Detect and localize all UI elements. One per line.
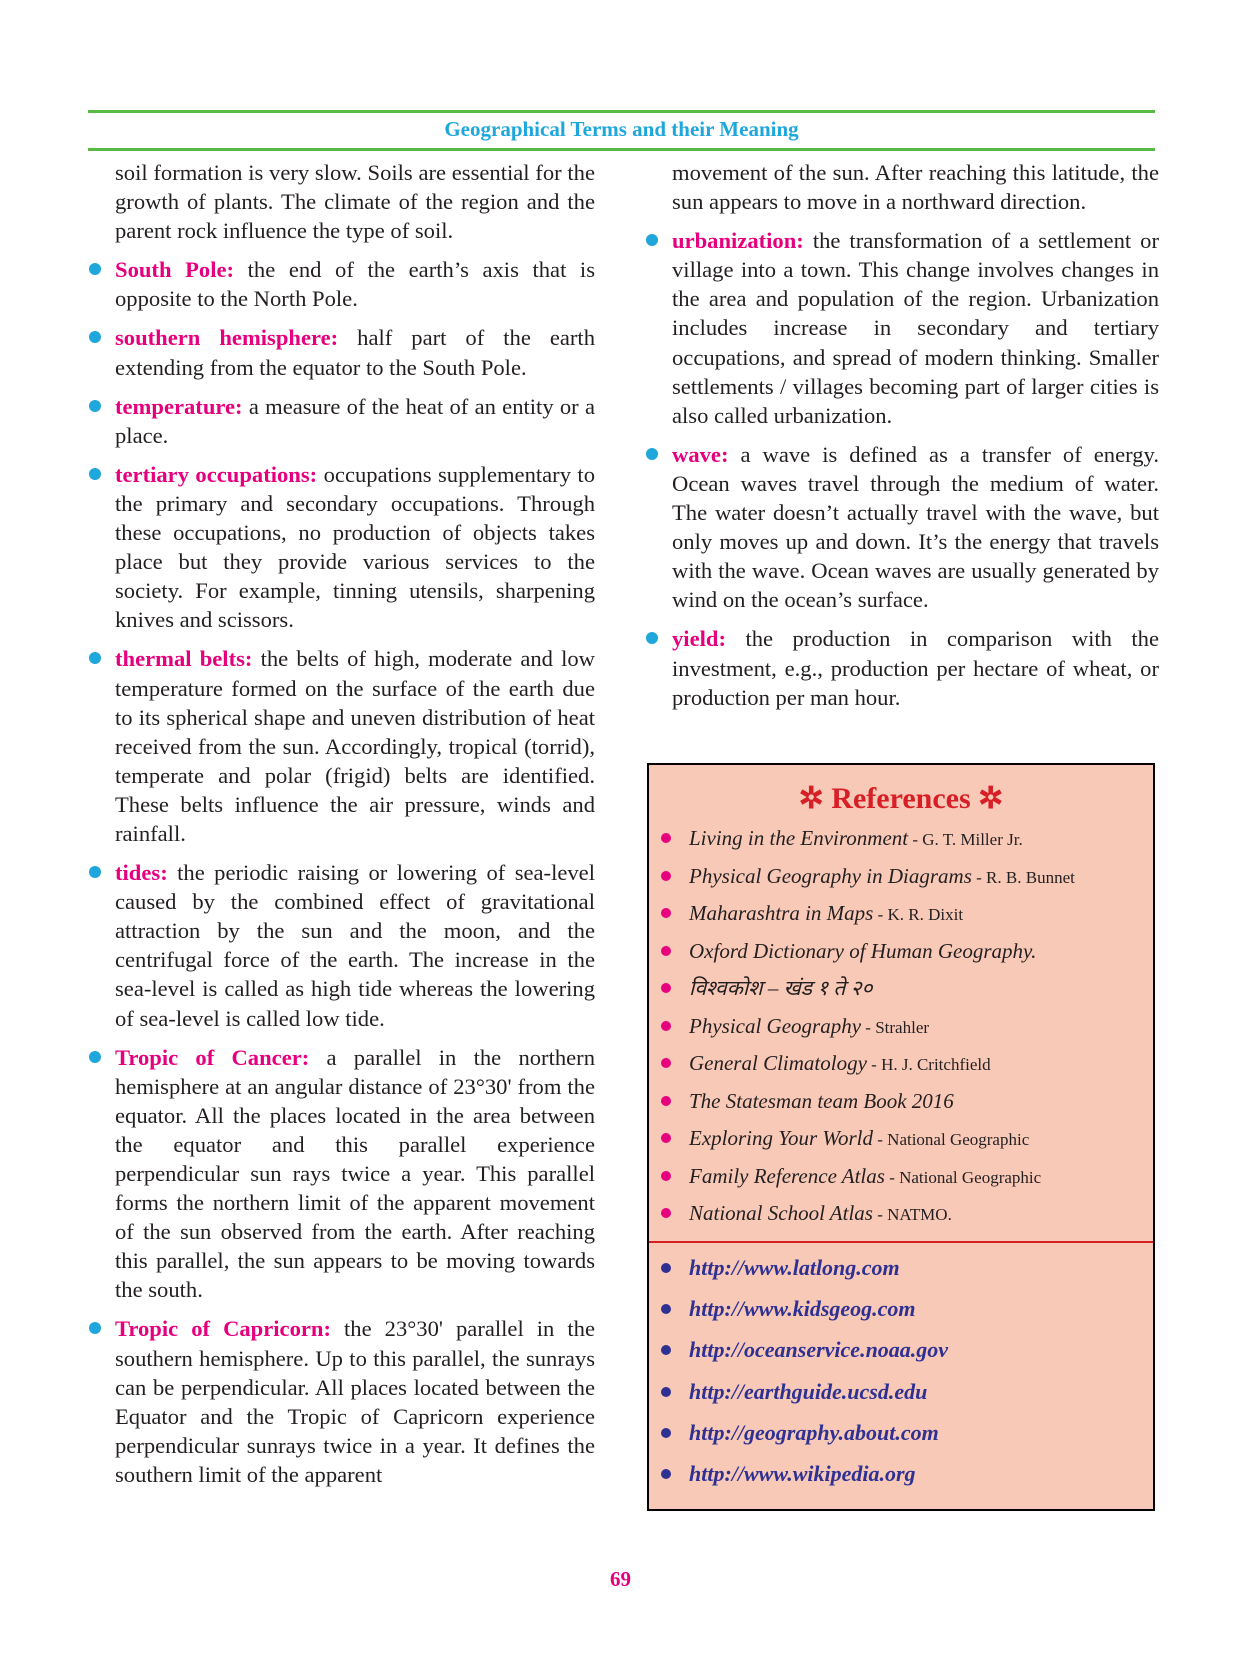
page-number: 69 <box>610 1567 631 1591</box>
references-divider <box>649 1241 1153 1243</box>
reference-book-item <box>649 1088 1153 1126</box>
reference-book-title: Oxford Dictionary of Human Geography. <box>689 938 1037 963</box>
header-rule-bottom <box>88 148 1155 151</box>
reference-book-title: National School Atlas <box>689 1201 873 1225</box>
bullet-icon <box>89 1322 101 1334</box>
continued-paragraph: soil formation is very slow. Soils are essential for the growth of plants. The climate of the region and the parent rock influence the type of soil. <box>115 160 595 244</box>
glossary-entry <box>89 1043 595 1305</box>
reference-book-item <box>649 900 1153 938</box>
reference-link-item <box>649 1379 1153 1420</box>
reference-book-item <box>649 825 1153 863</box>
glossary-definition: a measure of the heat of an entity or a place. <box>115 393 595 448</box>
reference-book-title: Living in the Environment <box>689 826 909 850</box>
reference-link-item <box>649 1461 1153 1502</box>
left-column <box>89 158 595 1499</box>
glossary-definition: half part of the earth extending from the equator to the South Pole. <box>115 325 595 380</box>
glossary-term: tertiary occupations: <box>115 461 318 487</box>
bullet-icon <box>661 1387 671 1397</box>
reference-book-author: - H. J. Critchfield <box>866 1055 991 1074</box>
bullet-icon <box>646 448 658 460</box>
reference-book-author: - R. B. Bunnet <box>971 867 1075 887</box>
bullet-icon <box>89 652 101 664</box>
bullet-icon <box>89 263 101 275</box>
glossary-entry <box>646 226 1159 430</box>
reference-link[interactable]: http://earthguide.ucsd.edu <box>689 1378 928 1404</box>
bullet-icon <box>89 866 101 878</box>
bullet-icon <box>646 234 658 246</box>
glossary-entry <box>646 440 1159 615</box>
references-box <box>647 763 1155 1511</box>
glossary-entry <box>646 624 1159 711</box>
reference-book-item <box>649 975 1153 1013</box>
bullet-icon <box>661 1428 671 1438</box>
reference-book-item <box>649 1200 1153 1238</box>
reference-book-item <box>649 1013 1153 1051</box>
reference-book-title: Maharashtra in Maps <box>689 901 874 925</box>
bullet-icon <box>661 1263 671 1273</box>
glossary-term: Tropic of Cancer: <box>115 1044 310 1070</box>
glossary-entry <box>89 858 595 1033</box>
glossary-term: Tropic of Capricorn: <box>115 1316 331 1342</box>
glossary-term: temperature: <box>115 393 243 419</box>
reference-link[interactable]: http://www.latlong.com <box>689 1255 900 1280</box>
glossary-definition: occupations supplementary to the primary and secondary occupations. Through these occupations, no production of objects takes place but they provide various services to the society. For example, tinning utensils, sharpening knives and scissors. <box>115 461 595 633</box>
bullet-icon <box>661 871 671 881</box>
references-title: ✲ References ✲ <box>798 782 1004 815</box>
bullet-icon <box>89 468 101 480</box>
glossary-entry <box>89 323 595 381</box>
reference-book-item <box>649 863 1153 901</box>
glossary-definition: a parallel in the northern hemisphere at an angular distance of 23°30' from the equator. All the places located in the area between the equator and this parallel experience perpendicular sun rays twice a year. This parallel forms the northern limit of the apparent movement of the sun observed from the earth. After reaching this parallel, the sun appears to be moving towards the south. <box>115 1044 595 1303</box>
reference-link-item <box>649 1296 1153 1337</box>
reference-book-item <box>649 938 1153 976</box>
reference-book-title: Family Reference Atlas <box>689 1163 885 1188</box>
bullet-icon <box>661 1304 671 1314</box>
bullet-icon <box>89 400 101 412</box>
glossary-entry <box>89 255 595 313</box>
reference-book-title: Physical Geography <box>689 1013 862 1038</box>
reference-book-author: - K. R. Dixit <box>873 905 964 924</box>
bullet-icon <box>661 1021 671 1031</box>
reference-book-title: General Climatology <box>689 1051 867 1075</box>
bullet-icon <box>661 1469 671 1479</box>
glossary-definition: the transformation of a settlement or village into a town. This change involves changes in the area and population of the region. Urbanization includes increase in secondary and tertiary occupations, and spread of modern thinking. Smaller settlements / villages becoming part of larger cities is also called urbanization. <box>672 228 1159 428</box>
reference-link[interactable]: http://geography.about.com <box>689 1419 939 1445</box>
reference-book-title: विश्वकोश – खंड १ ते २० <box>689 976 873 1000</box>
bullet-icon <box>661 908 671 918</box>
right-column <box>646 158 1159 722</box>
glossary-definition: the periodic raising or lowering of sea-level caused by the combined effect of gravitational attraction by the sun and the moon, and the centrifugal force of the earth. The increase in the sea-level is called as high tide whereas the lowering of sea-level is called low tide. <box>115 860 595 1031</box>
reference-book-list <box>649 825 1153 1238</box>
bullet-icon <box>661 946 671 956</box>
reference-book-author: - Strahler <box>861 1017 930 1037</box>
glossary-entry <box>89 392 595 450</box>
glossary-term: tides: <box>115 860 168 886</box>
glossary-term: yield: <box>672 626 726 652</box>
bullet-icon <box>661 833 671 843</box>
reference-link-item <box>649 1255 1153 1296</box>
glossary-entry <box>89 644 595 848</box>
reference-book-title: Exploring Your World <box>689 1126 873 1150</box>
glossary-entry <box>89 460 595 635</box>
reference-link[interactable]: http://www.wikipedia.org <box>689 1460 916 1486</box>
glossary-definition: the production in comparison with the investment, e.g., production per hectare of wheat, or production per man hour. <box>672 626 1159 710</box>
bullet-icon <box>89 331 101 343</box>
bullet-icon <box>661 1096 671 1106</box>
glossary-definition: the 23°30' parallel in the southern hemisphere. Up to this parallel, the sunrays can be perpendicular. All places located between the Equator and the Tropic of Capricorn experience perpendicular sunrays twice in a year. It defines the southern limit of the apparent <box>115 1316 595 1487</box>
bullet-icon <box>646 632 658 644</box>
reference-book-item <box>649 1125 1153 1163</box>
glossary-term: wave: <box>672 441 729 467</box>
glossary-term: thermal belts: <box>115 646 253 672</box>
bullet-icon <box>89 1051 101 1063</box>
bullet-icon <box>661 983 671 993</box>
reference-link-list <box>649 1255 1153 1502</box>
glossary-entry <box>89 1314 595 1489</box>
reference-book-title: Physical Geography in Diagrams <box>689 863 972 888</box>
reference-link[interactable]: http://oceanservice.noaa.gov <box>689 1337 949 1363</box>
bullet-icon <box>661 1171 671 1181</box>
bullet-icon <box>661 1058 671 1068</box>
reference-book-title: The Statesman team Book 2016 <box>689 1088 954 1113</box>
bullet-icon <box>661 1208 671 1218</box>
glossary-term: South Pole: <box>115 257 235 283</box>
reference-link-item <box>649 1337 1153 1378</box>
glossary-term: urbanization: <box>672 228 804 254</box>
reference-book-author: - National Geographic <box>884 1167 1042 1187</box>
reference-book-author: - NATMO. <box>872 1205 952 1224</box>
glossary-definition: the end of the earth’s axis that is opposite to the North Pole. <box>115 257 596 312</box>
reference-book-author: - National Geographic <box>873 1130 1030 1149</box>
reference-book-author: - G. T. Miller Jr. <box>908 830 1023 849</box>
bullet-icon <box>661 1133 671 1143</box>
bullet-icon <box>661 1345 671 1355</box>
page-header-title: Geographical Terms and their Meaning <box>444 117 799 141</box>
glossary-definition: a wave is defined as a transfer of energy. Ocean waves travel through the medium of water. The water doesn’t actually travel with the wave, but only moves up and down. It’s the energy that travels with the wave. Ocean waves are usually generated by wind on the ocean’s surface. <box>672 441 1159 613</box>
reference-link-item <box>649 1420 1153 1461</box>
reference-book-item <box>649 1050 1153 1088</box>
glossary-term: southern hemisphere: <box>115 325 339 351</box>
reference-book-item <box>649 1163 1153 1201</box>
header-rule-top <box>88 110 1155 113</box>
continued-paragraph: movement of the sun. After reaching this latitude, the sun appears to move in a northward direction. <box>672 160 1159 215</box>
glossary-definition: the belts of high, moderate and low temperature formed on the surface of the earth due to its spherical shape and uneven distribution of heat received from the sun. Accordingly, tropical (torrid), temperate and polar (frigid) belts are identified. These belts influence the air pressure, winds and rainfall. <box>115 646 595 846</box>
reference-link[interactable]: http://www.kidsgeog.com <box>689 1296 916 1322</box>
